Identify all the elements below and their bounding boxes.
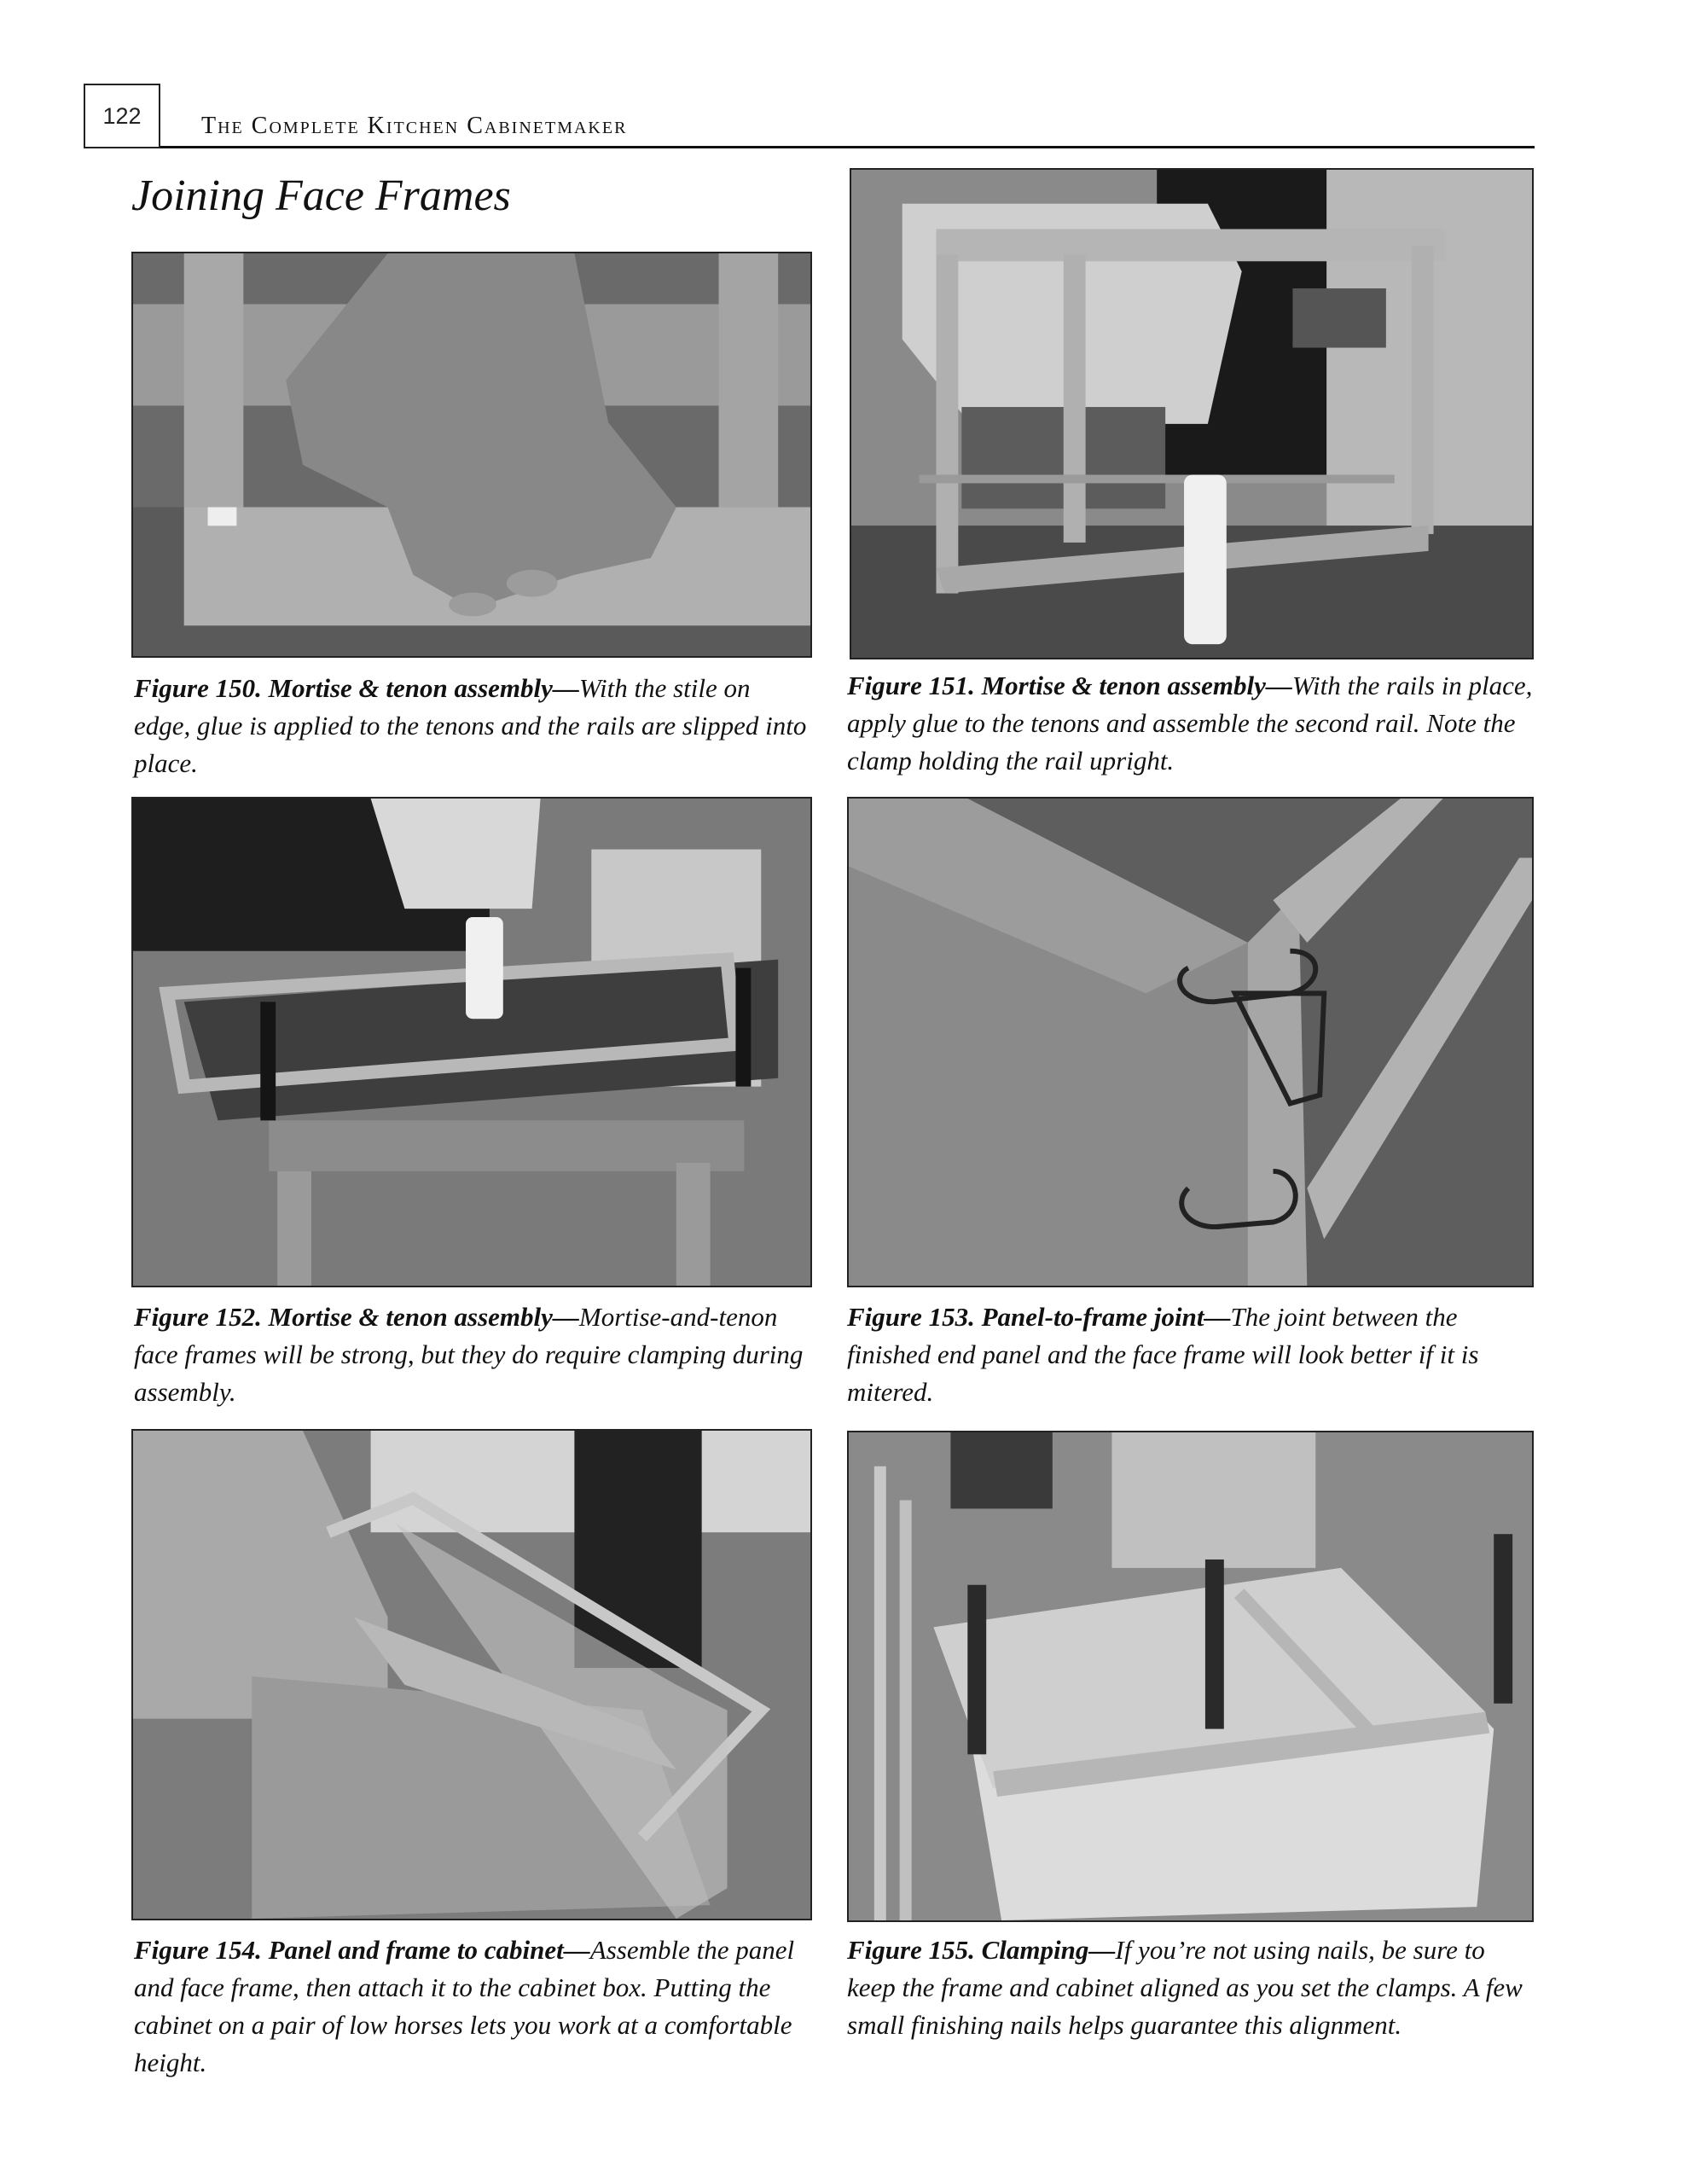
page-number: [84, 84, 160, 148]
photo-hand-on-rail-icon: [133, 253, 810, 656]
figure-label: Figure 152.: [134, 1302, 262, 1332]
figure-title: Mortise & tenon assembly—: [268, 1302, 579, 1332]
section-title: Joining Face Frames: [131, 171, 511, 220]
running-head: The Complete Kitchen Cabinetmaker: [201, 113, 628, 139]
figure-label: Figure 153.: [847, 1302, 975, 1332]
figure-text: With the rails in place, apply glue to the tenons and assemble the second rail. Note the clamp holding the rail upright.: [847, 671, 1533, 775]
figure-152-photo: [131, 797, 812, 1287]
figure-title: Panel-to-frame joint—: [981, 1302, 1231, 1332]
figure-150-caption: [134, 670, 808, 782]
figure-152-caption: [134, 1298, 808, 1411]
figure-text: Mortise-and-tenon face frames will be strong, but they do require clamping during assembly.: [134, 1302, 804, 1407]
figure-title: Clamping—: [981, 1935, 1116, 1965]
figure-151-caption: [847, 667, 1534, 780]
figure-153-caption: [847, 1298, 1534, 1411]
figure-155-photo: [847, 1431, 1534, 1922]
figure-151-photo: [850, 168, 1534, 659]
figure-label: Figure 155.: [847, 1935, 975, 1965]
photo-clamped-frame-on-bench-icon: [133, 799, 810, 1286]
page-number-text: 122: [102, 102, 142, 129]
figure-150-photo: [131, 252, 812, 658]
figure-153-photo: [847, 797, 1534, 1287]
figure-text: With the stile on edge, glue is applied to the tenons and the rails are slipped into place.: [134, 673, 807, 778]
photo-frame-to-cabinet-icon: [133, 1431, 810, 1919]
photo-man-holding-frame-icon: [851, 170, 1532, 658]
figure-155-caption: [847, 1931, 1534, 2044]
figure-title: Mortise & tenon assembly—: [268, 673, 579, 703]
figure-text: Assemble the panel and face frame, then attach it to the cabinet box. Putting the cabinet on a pair of low horses lets you work at a comfortable height.: [134, 1935, 795, 2077]
figure-154-caption: [134, 1931, 808, 2082]
figure-label: Figure 151.: [847, 671, 975, 700]
figure-title: Mortise & tenon assembly—: [981, 671, 1292, 700]
figure-title: Panel and frame to cabinet—: [268, 1935, 590, 1965]
figure-154-photo: [131, 1429, 812, 1920]
photo-clamped-cabinet-icon: [849, 1432, 1532, 1920]
figure-text: If you’re not using nails, be sure to keep the frame and cabinet aligned as you set the clamps. A few small finishing nails helps guarantee this alignment.: [847, 1935, 1523, 2040]
figure-label: Figure 154.: [134, 1935, 262, 1965]
header-rule: [160, 146, 1535, 148]
figure-label: Figure 150.: [134, 673, 262, 703]
photo-mitered-corner-icon: [849, 799, 1532, 1286]
figure-text: The joint between the finished end panel and the face frame will look better if it is mitered.: [847, 1302, 1479, 1407]
